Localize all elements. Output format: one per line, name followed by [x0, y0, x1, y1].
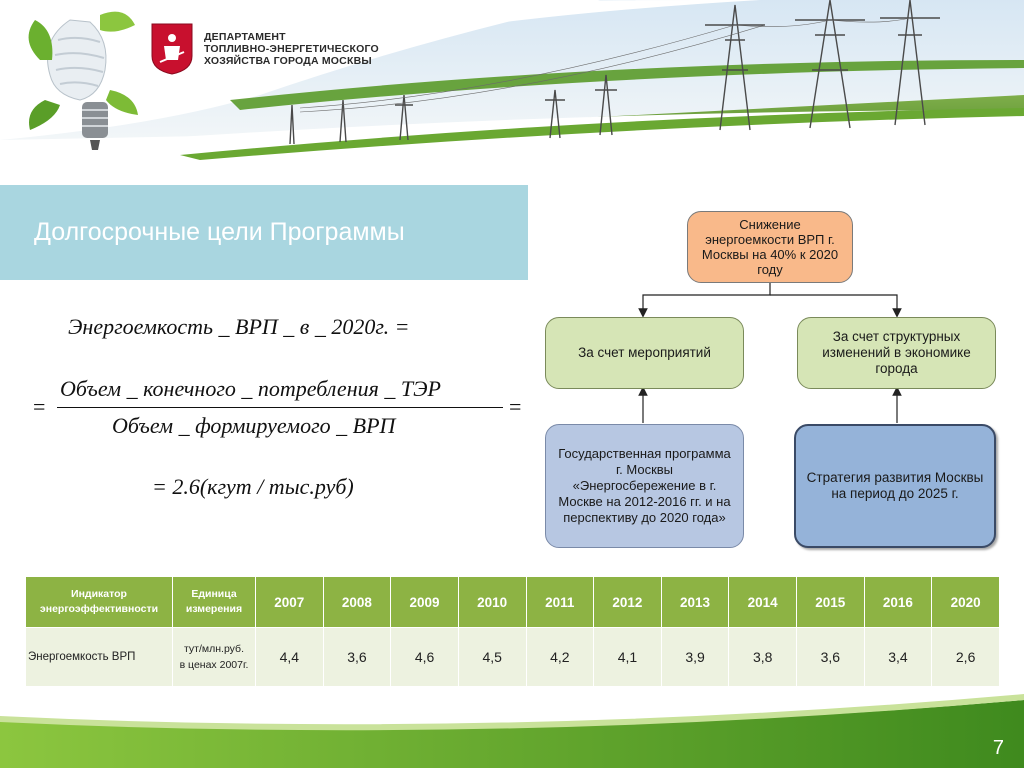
diagram-box-development-strategy: Стратегия развития Москвы на период до 2025 г. [794, 424, 996, 548]
header-year: 2020 [932, 577, 1000, 628]
formula-result: = 2.6(кгут / тыс.руб) [152, 474, 354, 499]
fraction-bar [57, 407, 503, 408]
header-year: 2014 [729, 577, 797, 628]
header-year: 2013 [661, 577, 729, 628]
formula-eq-left: = [33, 394, 46, 419]
formula-block [0, 300, 540, 510]
table-cell: 4,4 [256, 628, 324, 687]
row-unit: тут/млн.руб. в ценах 2007г. [173, 628, 256, 687]
formula-eq-right: = [509, 394, 522, 419]
header-year: 2015 [797, 577, 865, 628]
header-year: 2016 [864, 577, 932, 628]
goals-diagram [540, 205, 1010, 555]
header-year: 2012 [594, 577, 662, 628]
department-name-line-3: ХОЗЯЙСТВА ГОРОДА МОСКВЫ [204, 55, 372, 67]
formula-numerator: Объем _ конечного _ потребления _ ТЭР [60, 376, 441, 401]
department-logo [150, 22, 379, 76]
diagram-box-main-goal: Снижение энергоемкости ВРП г. Москвы на 40% к 2020 году [687, 211, 853, 283]
table-cell: 3,9 [661, 628, 729, 687]
header-year: 2008 [323, 577, 391, 628]
formula-denominator: Объем _ формируемого _ ВРП [112, 413, 396, 438]
header-year: 2011 [526, 577, 594, 628]
diagram-box-state-program: Государственная программа г. Москвы «Энергосбережение в г. Москве на 2012-2016 гг. и на перспективу до 2020 года» [545, 424, 744, 548]
department-name [204, 31, 379, 67]
department-name-line-2: ТОПЛИВНО-ЭНЕРГЕТИЧЕСКОГО [204, 43, 379, 55]
table-header-row [26, 577, 1000, 628]
header-banner [0, 0, 1024, 160]
header-year: 2007 [256, 577, 324, 628]
table-cell: 4,5 [458, 628, 526, 687]
table-cell: 4,6 [391, 628, 459, 687]
header-year: 2010 [458, 577, 526, 628]
table-cell: 4,2 [526, 628, 594, 687]
header-indicator: Индикатор энергоэффективности [26, 577, 173, 628]
slide-title: Долгосрочные цели Программы [34, 218, 405, 246]
table-cell: 2,6 [932, 628, 1000, 687]
formula-line-1: Энергоемкость _ ВРП _ в _ 2020г. = [68, 314, 410, 339]
table-cell: 3,4 [864, 628, 932, 687]
title-band [0, 185, 528, 280]
table-cell: 4,1 [594, 628, 662, 687]
table-cell: 3,6 [797, 628, 865, 687]
row-label: Энергоемкость ВРП [26, 628, 173, 687]
moscow-emblem-icon [150, 22, 194, 76]
diagram-box-structural-changes: За счет структурных изменений в экономике города [797, 317, 996, 389]
table-cell: 3,6 [323, 628, 391, 687]
table-row [26, 628, 1000, 687]
footer-green-swoosh [0, 690, 1024, 768]
header-unit: Единица измерения [173, 577, 256, 628]
indicator-table [25, 576, 1000, 687]
page-number: 7 [992, 737, 1004, 759]
header-year: 2009 [391, 577, 459, 628]
footer-band [0, 690, 1024, 768]
table-cell: 3,8 [729, 628, 797, 687]
diagram-box-measures: За счет мероприятий [545, 317, 744, 389]
department-name-line-1: ДЕПАРТАМЕНТ [204, 31, 286, 43]
